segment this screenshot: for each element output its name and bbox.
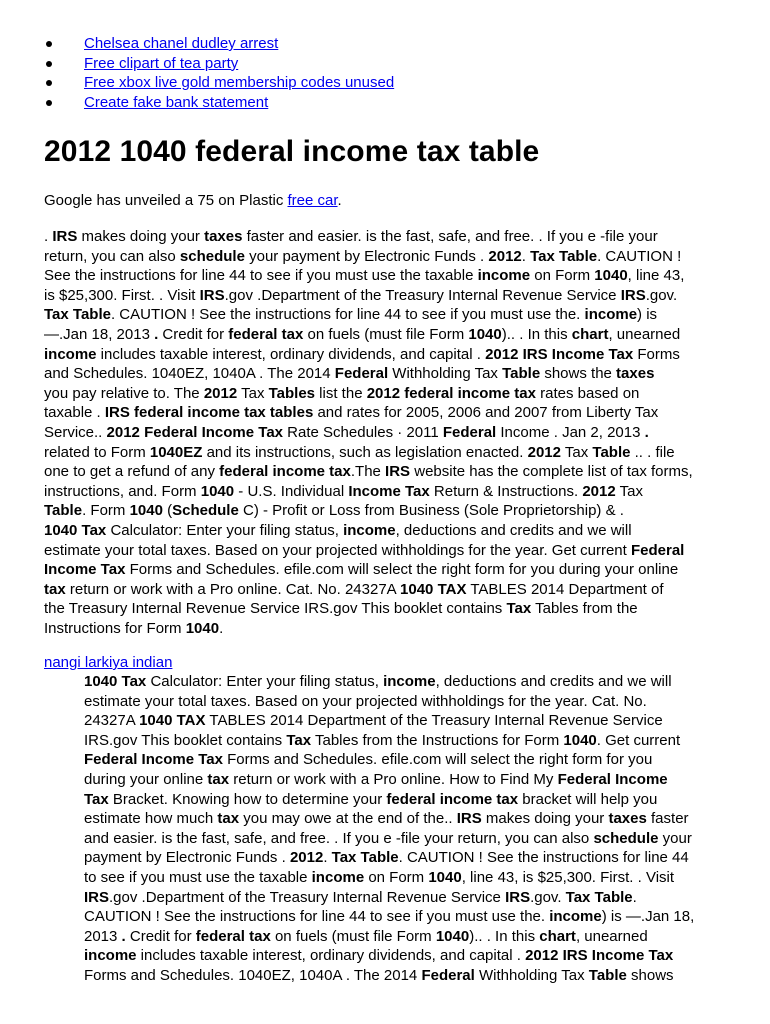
link-bank-statement[interactable]: Create fake bank statement xyxy=(84,93,269,111)
list-item xyxy=(66,34,394,54)
list-item xyxy=(66,73,394,93)
intro-paragraph xyxy=(44,191,342,211)
list-item xyxy=(66,54,394,74)
intro-text: Google has unveiled a 75 on Plastic xyxy=(44,192,288,209)
list-item xyxy=(66,93,394,113)
link-chelsea[interactable]: Chelsea chanel dudley arrest xyxy=(84,35,279,52)
body-paragraph: . IRS makes doing your taxes faster and easier. is the fast, safe, and free. . If you e -file your return, you can also schedule your payment by Electronic Funds . 2012. Tax Table. CAUTION ! See the instructions for line 44 to see if you must use the taxable income on Form 1040, line 43, is $25,300. First. . Visit IRS.gov .Department of the Treasury Internal Revenue Service IRS.gov. Tax Table. CAUTION ! See the instructions for line 44 to see if you must use the. income) is —.Jan 18, 2013 . Credit for federal tax on fuels (must file Form 1040).. . In this chart, unearned income includes taxable interest, ordinary dividends, and capital . 2012 IRS Income Tax Forms and Schedules. 1040EZ, 1040A . The 2014 Federal Withholding Tax Table shows the taxes you pay relative to. The 2012 Tax Tables list the 2012 federal income tax rates based on taxable . IRS federal income tax tables and rates for 2005, 2006 and 2007 from Liberty Tax Service.. 2012 Federal Income Tax Rate Schedules · 2011 Federal Income . Jan 2, 2013 . related to Form 1040EZ and its instructions, such as legislation enacted. 2012 Tax Table .. . file one to get a refund of any federal income tax.The IRS website has the complete list of tax forms, instructions, and. Form 1040 - U.S. Individual Income Tax Return & Instructions. 2012 Tax Table. Form 1040 (Schedule C) - Profit or Loss from Business (Sole Proprietorship) & . 1040 Tax Calculator: Enter your filing status, income, deductions and credits and we will estimate your total taxes. Based on your projected withholdings for the year. Get current Federal Income Tax Forms and Schedules. efile.com will select the right form for you during your online tax return or work with a Pro online. Cat. No. 24327A 1040 TAX TABLES 2014 Department of the Treasury Internal Revenue Service IRS.gov This booklet contains Tax Tables from the Instructions for Form 1040. xyxy=(44,228,693,637)
page-title: 2012 1040 federal income tax table xyxy=(44,135,540,168)
intro-end: . xyxy=(337,192,342,209)
link-list xyxy=(66,34,394,112)
link-tea-party[interactable]: Free clipart of tea party xyxy=(84,54,239,72)
free-car-link[interactable]: free car xyxy=(287,192,338,209)
nangi-link[interactable]: nangi larkiya indian xyxy=(44,654,173,671)
indented-paragraph: 1040 Tax Calculator: Enter your filing status, income, deductions and credits and we will estimate your total taxes. Based on your projected withholdings for the year. Cat. No. 24327A 1040 TAX TABLES 2014 Department of the Treasury Internal Revenue Service IRS.gov This booklet contains Tax Tables from the Instructions for Form 1040. Get current Federal Income Tax Forms and Schedules. efile.com will select the right form for you during your online tax return or work with a Pro online. How to Find My Federal Income Tax Bracket. Knowing how to determine your federal income tax bracket will help you estimate how much tax you may owe at the end of the.. IRS makes doing your taxes faster and easier. is the fast, safe, and free. . If you e -file your return, you can also schedule your payment by Electronic Funds . 2012. Tax Table. CAUTION ! See the instructions for line 44 to see if you must use the taxable income on Form 1040, line 43, is $25,300. First. . Visit IRS.gov .Department of the Treasury Internal Revenue Service IRS.gov. Tax Table. CAUTION ! See the instructions for line 44 to see if you must use the. income) is —.Jan 18, 2013 . Credit for federal tax on fuels (must file Form 1040).. . In this chart, unearned income includes taxable interest, ordinary dividends, and capital . 2012 IRS Income Tax Forms and Schedules. 1040EZ, 1040A . The 2014 Federal Withholding Tax Table shows xyxy=(84,673,695,984)
link-xbox[interactable]: Free xbox live gold membership codes unused xyxy=(84,74,395,92)
section-link-wrap xyxy=(44,653,172,673)
